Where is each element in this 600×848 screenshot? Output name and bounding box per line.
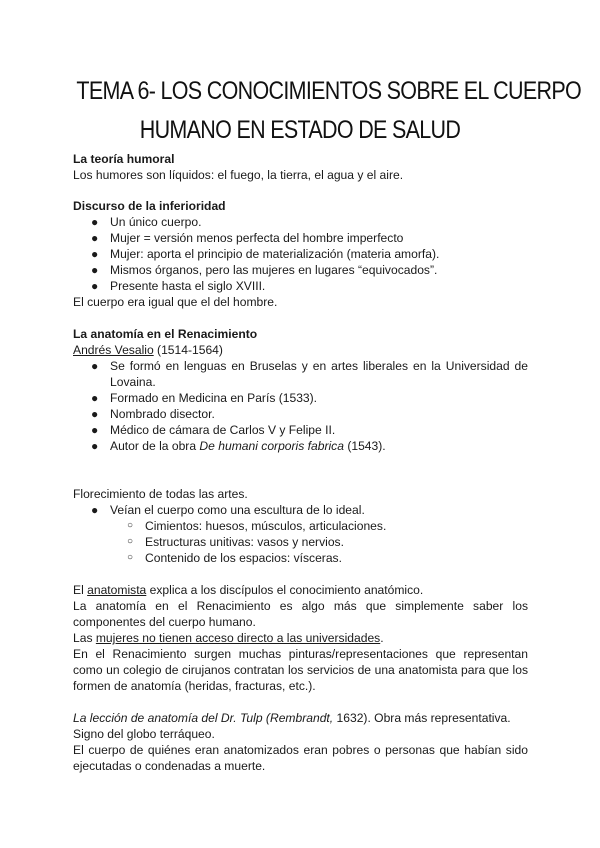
bullet-icon: ● xyxy=(91,279,99,293)
bullet-icon: ● xyxy=(91,215,99,229)
text-span: explica a los discípulos el conocimiento anatómico. xyxy=(146,583,424,597)
list-item-continuation: Lovaina. xyxy=(110,375,156,389)
sub-bullet-icon: ○ xyxy=(127,536,134,547)
vesalio-name: Andrés Vesalio xyxy=(73,343,154,357)
paragraph-inferioridad-closing: El cuerpo era igual que el del hombre. xyxy=(73,295,278,309)
bullet-icon: ● xyxy=(91,231,99,245)
bullet-icon: ● xyxy=(91,503,99,517)
sub-bullet-icon: ○ xyxy=(127,552,134,563)
bullet-icon: ● xyxy=(91,263,99,277)
mujeres-underlined: mujeres no tienen acceso directo a las universidades xyxy=(95,631,381,645)
bullet-icon: ● xyxy=(91,359,99,373)
paragraph-leccion xyxy=(73,710,511,726)
paragraph-line: componentes del cuerpo humano. xyxy=(73,615,256,629)
vesalio-line xyxy=(73,342,223,358)
paragraph-line: En el Renacimiento surgen muchas pinturas/representaciones que representan xyxy=(73,647,528,661)
list-item: Mismos órganos, pero las mujeres en lugares “equivocados”. xyxy=(110,263,438,277)
text-span: 1632). Obra más representativa. xyxy=(333,711,511,725)
autor-suffix: (1543). xyxy=(343,439,386,453)
autor-prefix: Autor de la obra xyxy=(110,439,200,453)
paragraph-humoral: Los humores son líquidos: el fuego, la tierra, el agua y el aire. xyxy=(73,168,404,182)
list-item: Mujer = versión menos perfecta del hombre imperfecto xyxy=(110,231,404,245)
page-title-line-1: TEMA 6- LOS CONOCIMIENTOS SOBRE EL CUERPO xyxy=(76,77,582,105)
paragraph-line: como un colegio de cirujanos contratan los servicios de una anatomista para que los xyxy=(73,663,528,677)
bullet-icon: ● xyxy=(91,423,99,437)
paragraph-artes: Florecimiento de todas las artes. xyxy=(73,487,248,501)
list-item: Un único cuerpo. xyxy=(110,215,202,229)
bullet-icon: ● xyxy=(91,439,99,453)
bullet-icon: ● xyxy=(91,407,99,421)
paragraph-mujeres xyxy=(73,630,384,646)
section-heading-humoral: La teoría humoral xyxy=(73,152,175,166)
paragraph-line: ejecutadas o condenadas a muerte. xyxy=(73,759,266,773)
list-item: Nombrado disector. xyxy=(110,407,215,421)
section-heading-inferioridad: Discurso de la inferioridad xyxy=(73,199,226,213)
page-title-line-2: HUMANO EN ESTADO DE SALUD xyxy=(139,116,461,144)
paragraph-line: Signo del globo terráqueo. xyxy=(73,727,215,741)
text-span: . xyxy=(380,631,384,645)
list-item: Médico de cámara de Carlos V y Felipe II. xyxy=(110,423,336,437)
text-span: El xyxy=(73,583,88,597)
vesalio-dates: (1514-1564) xyxy=(153,343,223,357)
section-heading-renacimiento: La anatomía en el Renacimiento xyxy=(73,327,258,341)
list-item: Formado en Medicina en París (1533). xyxy=(110,391,318,405)
list-item: Veían el cuerpo como una escultura de lo ideal. xyxy=(110,503,365,517)
list-item: Se formó en lenguas en Bruselas y en artes liberales en la Universidad de xyxy=(110,359,528,373)
sub-list-item: Contenido de los espacios: vísceras. xyxy=(145,551,342,565)
paragraph-line: formen de anatomía (heridas, fracturas, etc.). xyxy=(73,679,316,693)
paragraph-line: El cuerpo de quiénes eran anatomizados eran pobres o personas que habían sido xyxy=(73,743,528,757)
bullet-icon: ● xyxy=(91,391,99,405)
list-item-autor xyxy=(110,438,386,454)
text-span: Las xyxy=(73,631,96,645)
paragraph-line: La anatomía en el Renacimiento es algo más que simplemente saber los xyxy=(73,599,528,613)
autor-work-title: De humani corporis fabrica xyxy=(199,439,344,453)
leccion-work-title: La lección de anatomía del Dr. Tulp (Rembrandt, xyxy=(73,711,334,725)
list-item: Mujer: aporta el principio de materialización (materia amorfa). xyxy=(110,247,440,261)
sub-bullet-icon: ○ xyxy=(127,520,134,531)
list-item: Presente hasta el siglo XVIII. xyxy=(110,279,266,293)
anatomista-term: anatomista xyxy=(87,583,147,597)
paragraph-anatomista xyxy=(73,582,423,598)
bullet-icon: ● xyxy=(91,247,99,261)
sub-list-item: Cimientos: huesos, músculos, articulaciones. xyxy=(145,519,387,533)
sub-list-item: Estructuras unitivas: vasos y nervios. xyxy=(145,535,344,549)
